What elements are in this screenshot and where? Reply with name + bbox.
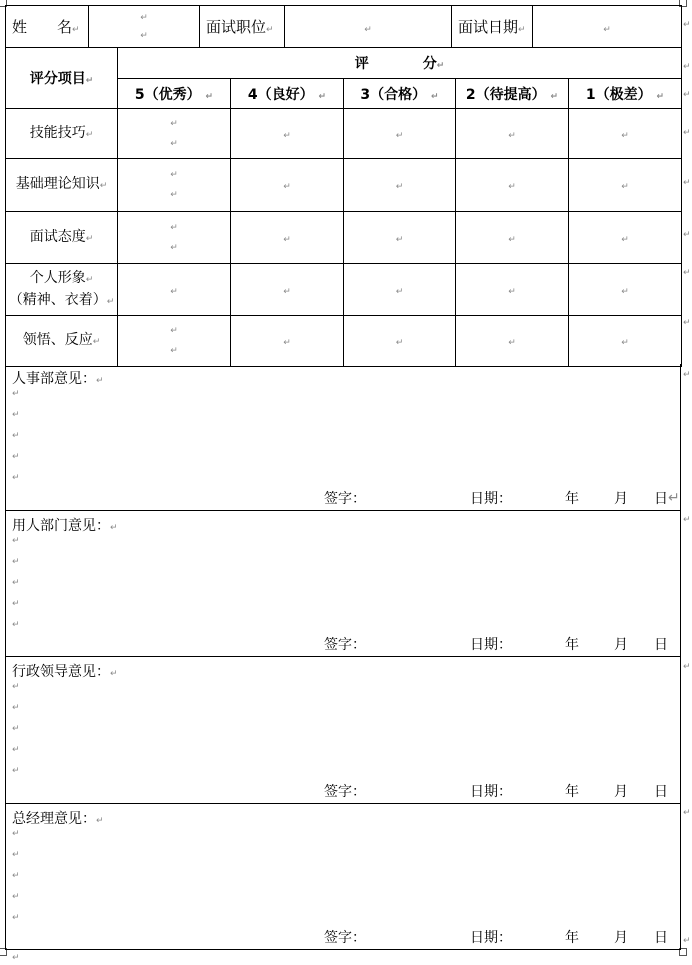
paragraph-mark: ↵ [683,128,691,138]
paragraph-mark: ↵ [170,346,178,356]
paragraph-mark: ↵ [318,91,327,102]
opinion-box-department[interactable] [5,511,681,657]
header-table [5,5,682,48]
opinion-title [12,661,118,681]
paragraph-mark: ↵ [395,182,404,192]
score-cell[interactable] [231,212,344,264]
paragraph-mark: ↵ [508,130,516,141]
opinion-title-text: 总经理意见： [12,811,96,827]
paragraph-mark: ↵ [12,745,20,755]
level-header [569,79,682,109]
paragraph-mark: ↵ [550,91,559,102]
score-cell[interactable] [569,316,682,367]
paragraph-mark: ↵ [266,25,274,35]
opinion-box-admin[interactable] [5,657,681,804]
paragraph-mark: ↵ [170,118,178,129]
score-cell[interactable] [231,264,344,316]
criterion-cell [6,264,118,316]
level-header [456,79,569,109]
name-input-cell[interactable] [89,6,200,48]
date-label: 日期： [470,930,512,946]
day-label: 日 [654,637,668,653]
signature-label: 签字： [324,784,366,800]
level-5-label: 5（优秀） [134,86,201,103]
paragraph-mark: ↵ [683,318,691,328]
paragraph-mark: ↵ [683,178,691,188]
paragraph-mark: ↵ [283,130,291,141]
paragraph-mark: ↵ [683,230,691,240]
paragraph-mark: ↵ [170,326,178,336]
month-label: 月 [614,930,628,946]
paragraph-mark: ↵ [364,24,372,35]
signature-label: 签字： [324,637,366,653]
paragraph-mark: ↵ [683,62,691,72]
paragraph-mark: ↵ [12,871,20,881]
paragraph-mark: ↵ [431,91,439,102]
paragraph-mark: ↵ [170,222,178,233]
score-title-first: 评 [354,56,369,72]
score-cell[interactable] [231,316,344,367]
paragraph-mark: ↵ [436,61,445,71]
score-cell[interactable] [569,264,682,316]
signature-label: 签字： [324,491,366,507]
name-label-second: 名 [57,18,73,36]
criterion-cell [6,159,118,212]
paragraph-mark: ↵ [12,452,20,462]
paragraph-mark: ↵ [621,338,629,348]
level-1-label: 1（极差） [585,86,652,103]
paragraph-mark: ↵ [110,669,118,679]
score-cell[interactable] [456,316,569,367]
paragraph-mark: ↵ [683,662,691,672]
level-2-label: 2（待提高） [465,86,546,103]
day-label: 日 [654,784,668,800]
paragraph-mark: ↵ [12,536,20,546]
score-grid [5,47,682,367]
month-label: 月 [614,784,628,800]
paragraph-mark: ↵ [85,233,94,244]
paragraph-mark: ↵ [85,76,94,86]
paragraph-mark: ↵ [12,953,20,963]
score-cell[interactable] [569,212,682,264]
paragraph-mark: ↵ [12,850,20,860]
score-cell[interactable] [344,109,456,159]
paragraph-mark: ↵ [683,936,691,946]
paragraph-mark: ↵ [170,190,178,200]
score-title-cell [118,48,682,79]
paragraph-mark: ↵ [170,138,178,149]
month-label: 月 [614,491,628,507]
level-3-label: 3（合格） [360,86,427,103]
paragraph-mark: ↵ [621,182,629,192]
score-cell[interactable] [118,159,231,212]
opinion-blank-lines [12,389,20,494]
paragraph-mark: ↵ [170,242,178,253]
score-cell[interactable] [456,264,569,316]
opinion-blank-lines [12,829,20,934]
paragraph-mark: ↵ [603,24,611,35]
month-label: 月 [614,637,628,653]
paragraph-mark: ↵ [508,286,516,297]
paragraph-mark: ↵ [96,816,104,826]
paragraph-mark: ↵ [170,170,178,180]
score-cell[interactable] [118,109,231,159]
paragraph-mark: ↵ [683,808,691,818]
name-label-cell [6,6,89,48]
name-label-first: 姓 [12,18,28,36]
score-cell[interactable] [456,159,569,212]
opinion-box-gm[interactable] [5,804,681,950]
paragraph-mark: ↵ [518,25,526,35]
paragraph-mark: ↵ [395,130,404,141]
paragraph-mark: ↵ [96,376,104,386]
paragraph-mark: ↵ [283,338,291,348]
paragraph-mark: ↵ [140,12,148,23]
paragraph-mark: ↵ [12,578,20,588]
paragraph-mark: ↵ [12,431,20,441]
criterion-label: 个人形象 [29,269,86,286]
criterion-label: 面试态度 [29,228,86,245]
date-input-cell[interactable] [533,6,682,48]
paragraph-mark: ↵ [205,91,214,102]
score-cell[interactable] [456,109,569,159]
opinion-title-text: 用人部门意见： [12,518,110,534]
paragraph-mark: ↵ [12,620,20,630]
criterion-cell [6,212,118,264]
score-cell[interactable] [231,159,344,212]
date-label-cell [452,6,533,48]
paragraph-mark: ↵ [508,234,516,245]
paragraph-mark: ↵ [395,234,404,245]
paragraph-mark: ↵ [12,410,20,420]
paragraph-mark: ↵ [170,286,178,297]
paragraph-mark: ↵ [12,682,20,692]
paragraph-mark: ↵ [683,370,691,380]
paragraph-mark: ↵ [12,557,20,567]
score-cell[interactable] [344,159,456,212]
paragraph-mark: ↵ [621,286,629,297]
paragraph-mark: ↵ [12,913,20,923]
paragraph-mark: ↵ [12,766,20,776]
paragraph-mark: ↵ [283,182,291,192]
date-label: 日期： [470,784,512,800]
paragraph-mark: ↵ [12,892,20,902]
paragraph-mark: ↵ [283,234,291,245]
level-header [118,79,231,109]
opinion-title-text: 人事部意见： [12,371,96,387]
score-cell[interactable] [344,212,456,264]
score-cell[interactable] [569,159,682,212]
paragraph-mark: ↵ [12,703,20,713]
score-cell[interactable] [118,212,231,264]
paragraph-mark: ↵ [683,268,691,278]
opinion-title-text: 行政领导意见： [12,664,110,680]
opinion-box-hr[interactable] [5,364,681,511]
paragraph-mark: ↵ [12,599,20,609]
paragraph-mark: ↵ [283,286,291,297]
criterion-cell [6,316,118,367]
paragraph-mark: ↵ [12,389,20,399]
paragraph-mark: ↵ [72,25,80,35]
opinion-blank-lines [12,536,20,641]
day-label: 日 [654,930,668,946]
opinion-blank-lines [12,682,20,787]
paragraph-mark: ↵ [395,338,404,348]
paragraph-mark: ↵ [656,91,665,102]
criterion-sublabel: （精神、衣着） [8,291,107,308]
position-input-cell[interactable] [285,6,452,48]
level-header [344,79,456,109]
year-label: 年 [565,784,579,800]
paragraph-mark: ↵ [85,274,94,285]
day-label: 日 [654,491,668,507]
criterion-label: 基础理论知识 [15,176,100,192]
score-cell[interactable] [344,316,456,367]
paragraph-mark: ↵ [621,234,629,245]
score-cell[interactable] [118,264,231,316]
score-cell[interactable] [456,212,569,264]
paragraph-mark: ↵ [668,490,680,506]
paragraph-mark: ↵ [683,515,691,525]
position-label-cell [200,6,285,48]
paragraph-mark: ↵ [85,129,94,140]
score-cell[interactable] [569,109,682,159]
paragraph-mark: ↵ [12,724,20,734]
paragraph-mark: ↵ [683,90,691,100]
item-header: 评分项目 [29,71,86,87]
paragraph-mark: ↵ [12,473,20,483]
year-label: 年 [565,491,579,507]
criterion-label: 领悟、反应 [22,332,93,348]
opinion-title [12,515,118,535]
score-cell[interactable] [344,264,456,316]
level-4-label: 4（良好） [247,86,314,103]
paragraph-mark: ↵ [99,181,108,191]
criterion-cell [6,109,118,159]
paragraph-mark: ↵ [395,286,404,297]
score-cell[interactable] [118,316,231,367]
signature-label: 签字： [324,930,366,946]
opinion-title [12,808,104,828]
year-label: 年 [565,637,579,653]
date-label: 日期： [470,637,512,653]
position-label: 面试职位 [206,18,267,36]
paragraph-mark: ↵ [140,30,148,41]
score-title-second: 分 [422,56,437,72]
level-header [231,79,344,109]
item-header-cell [6,48,118,109]
paragraph-mark: ↵ [92,337,101,347]
paragraph-mark: ↵ [508,338,516,348]
paragraph-mark: ↵ [683,20,691,30]
opinion-title [12,368,104,388]
paragraph-mark: ↵ [110,523,118,533]
paragraph-mark: ↵ [621,130,629,141]
criterion-label: 技能技巧 [29,124,86,141]
date-label: 日期： [470,491,512,507]
paragraph-mark: ↵ [12,829,20,839]
score-cell[interactable] [231,109,344,159]
paragraph-mark: ↵ [106,296,115,307]
paragraph-mark: ↵ [508,182,516,192]
date-label: 面试日期 [458,18,519,36]
year-label: 年 [565,930,579,946]
